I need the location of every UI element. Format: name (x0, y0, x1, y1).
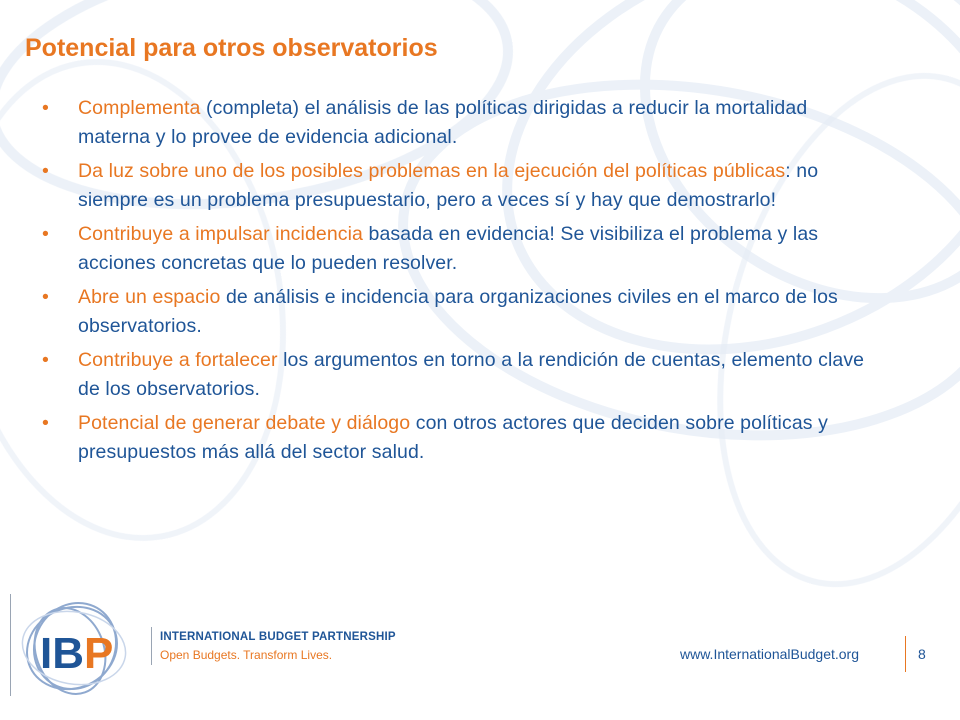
bullet-body-text: : no siempre es un problema presupuestario, pero a veces sí y hay que demostrarlo! (78, 160, 819, 211)
bullet-dot-icon: • (42, 97, 49, 119)
bullet-highlight-text: Abre un espacio (78, 286, 221, 308)
logo-acronym: IBP (40, 629, 114, 678)
bullet-dot-icon: • (42, 223, 49, 245)
bullet-body-text: basada en evidencia! Se visibiliza el problema y las acciones concretas que lo pueden resolver. (78, 223, 819, 274)
bullet-item (38, 409, 868, 467)
bullet-highlight-text: Da luz sobre uno de los posibles problemas en la ejecución del políticas públicas (78, 160, 786, 182)
left-divider (10, 594, 11, 696)
bullet-highlight-text: Potencial de generar debate y diálogo (78, 412, 411, 434)
bullet-item (38, 157, 868, 215)
bullet-body-text: con otros actores que deciden sobre políticas y presupuestos más allá del sector salud. (78, 412, 828, 463)
bullet-dot-icon: • (42, 412, 49, 434)
bullet-highlight-text: Contribuye a fortalecer (78, 349, 278, 371)
bullet-item (38, 283, 868, 341)
bullet-dot-icon: • (42, 286, 49, 308)
page-number: 8 (918, 646, 926, 662)
bullet-dot-icon: • (42, 349, 49, 371)
slide-title: Potencial para otros observatorios (25, 34, 438, 62)
bullet-highlight-text: Complementa (78, 97, 201, 119)
bullet-item (38, 346, 868, 404)
logo-organization-name: INTERNATIONAL BUDGET PARTNERSHIP (160, 631, 396, 643)
ibp-logo-icon (20, 596, 145, 696)
bullet-body-text: los argumentos en torno a la rendición de cuentas, elemento clave de los observatorios. (78, 349, 865, 400)
bullet-dot-icon: • (42, 160, 49, 182)
logo-tagline: Open Budgets. Transform Lives. (160, 648, 333, 662)
footer-divider (905, 636, 906, 672)
footer-url-link[interactable]: www.InternationalBudget.org (680, 646, 859, 662)
bullet-highlight-text: Contribuye a impulsar incidencia (78, 223, 364, 245)
bullet-item (38, 220, 868, 278)
bullet-item (38, 94, 868, 152)
logo-divider (151, 627, 152, 665)
bullet-list (38, 94, 868, 472)
bullet-body-text: (completa) el análisis de las políticas dirigidas a reducir la mortalidad materna y lo provee de evidencia adicional. (78, 97, 808, 148)
bullet-body-text: de análisis e incidencia para organizaciones civiles en el marco de los observatorios. (78, 286, 838, 337)
